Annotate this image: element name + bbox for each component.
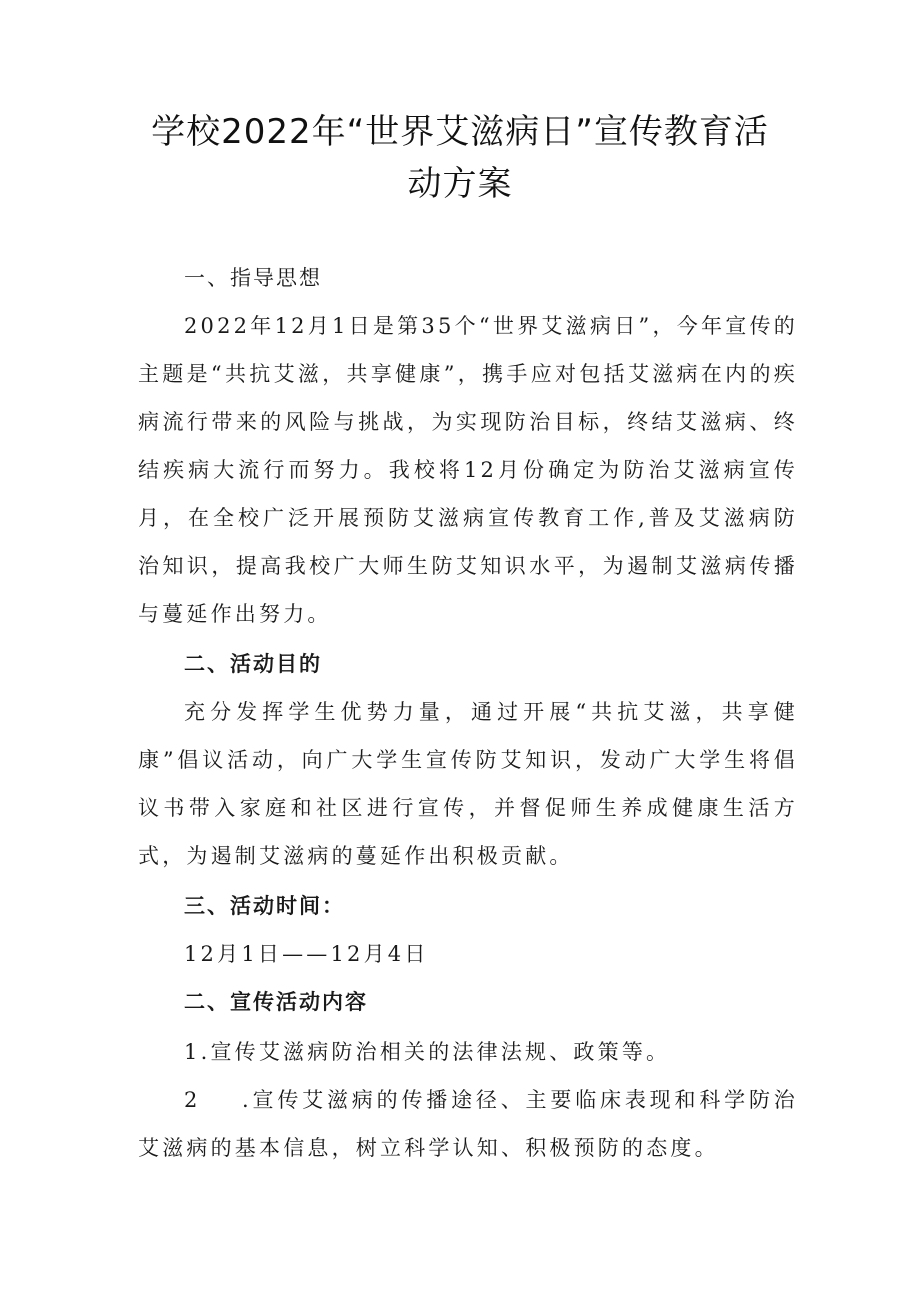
- section-heading-activity-purpose: 二、活动目的: [184, 652, 322, 676]
- document-title-line-1: 学校2022年“世界艾滋病日”宣传教育活: [151, 112, 769, 152]
- list-item-number: 1: [184, 1040, 201, 1064]
- list-item-text: .宣传艾滋病的传播途径、主要临床表现和科学防治艾滋病的基本信息，树立科学认知、积极预防的态度。: [138, 1088, 798, 1160]
- list-item-number: 2: [184, 1088, 201, 1112]
- list-item: [138, 1028, 798, 1076]
- list-item: [138, 1076, 798, 1172]
- section-paragraph-activity-time: 12月1日——12月4日: [184, 942, 429, 966]
- section-heading-guiding-thought: 一、指导思想: [184, 266, 322, 290]
- section-paragraph-activity-purpose: 充分发挥学生优势力量，通过开展“共抗艾滋，共享健康”倡议活动，向广大学生宣传防艾知识，发动广大学生将倡议书带入家庭和社区进行宣传，并督促师生养成健康生活方式，为遏制艾滋病的蔓延作出积极贡献。: [138, 700, 798, 868]
- section-paragraph-guiding-thought: 2022年12月1日是第35个“世界艾滋病日”，今年宣传的主题是“共抗艾滋，共享健康”，携手应对包括艾滋病在内的疾病流行带来的风险与挑战，为实现防治目标，终结艾滋病、终结疾病大流行而努力。我校将12月份确定为防治艾滋病宣传月，在全校广泛开展预防艾滋病宣传教育工作,普及艾滋病防治知识，提高我校广大师生防艾知识水平，为遏制艾滋病传播与蔓延作出努力。: [138, 314, 798, 626]
- list-item-text: .宣传艾滋病防治相关的法律法规、政策等。: [200, 1040, 671, 1064]
- section-heading-activity-time: 三、活动时间：: [184, 894, 345, 918]
- section-heading-publicity-content: 二、宣传活动内容: [184, 990, 368, 1014]
- document-title-line-2: 动方案: [407, 164, 513, 204]
